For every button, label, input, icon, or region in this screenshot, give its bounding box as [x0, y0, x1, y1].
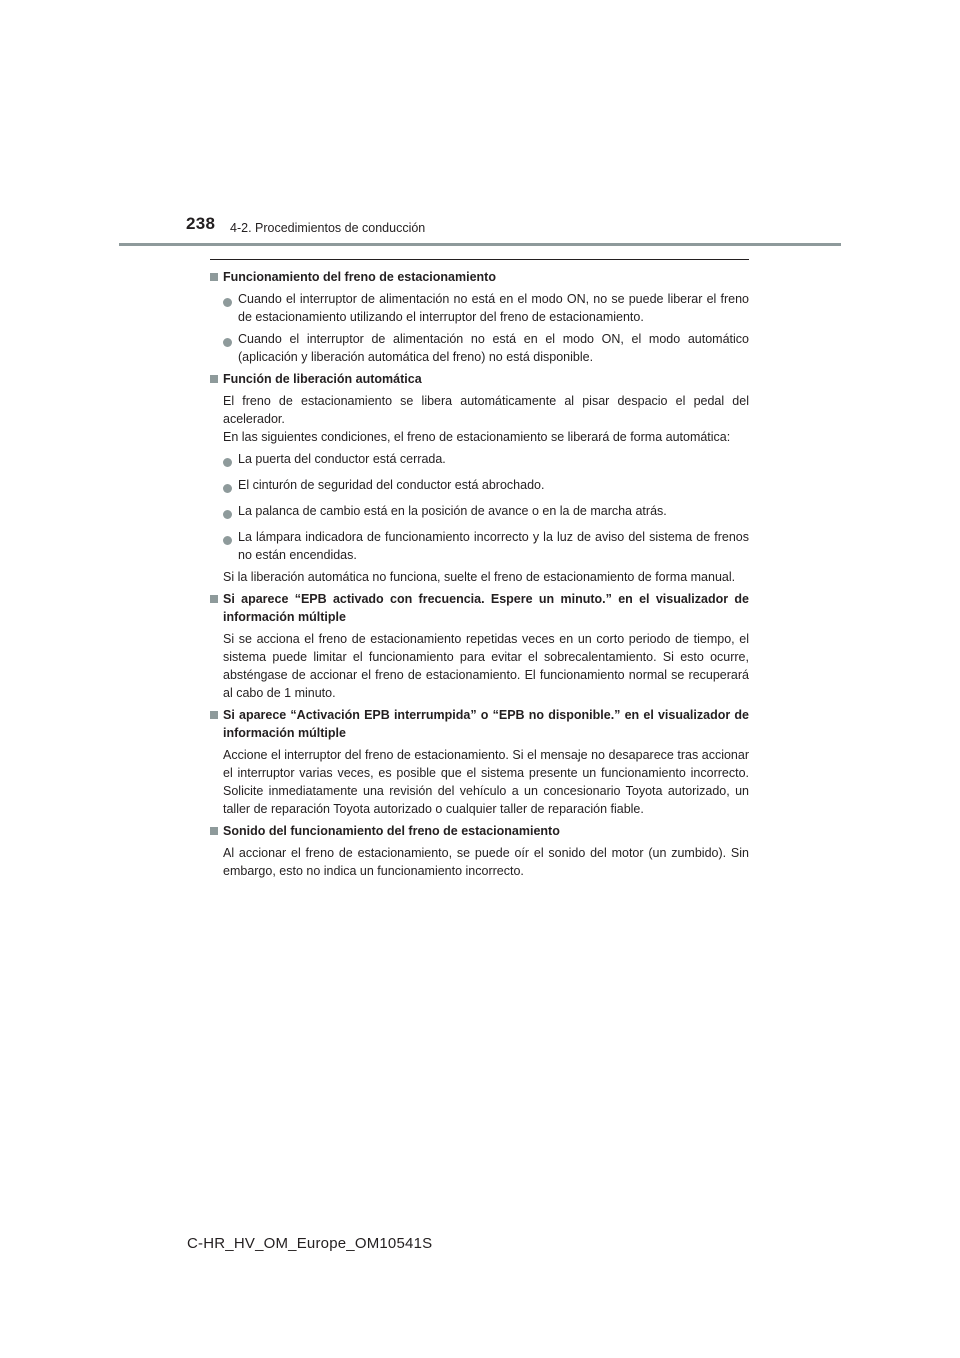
list-item-text: La lámpara indicadora de funcionamiento incorrecto y la luz de aviso del sistema de frenos no están encendidas.: [238, 530, 749, 562]
heading-text: Si aparece “EPB activado con frecuencia. Espere un minuto.” en el visualizador de información múltiple: [223, 592, 749, 624]
circle-bullet-icon: [223, 536, 232, 545]
list-item-text: Cuando el interruptor de alimentación no está en el modo ON, el modo automático (aplicación y liberación automática del freno) no está disponible.: [238, 332, 749, 364]
heading-text: Sonido del funcionamiento del freno de estacionamiento: [223, 824, 560, 838]
content-divider: [210, 259, 749, 260]
circle-bullet-icon: [223, 510, 232, 519]
section-parking-brake-operation: [210, 268, 749, 366]
list-item: [210, 450, 749, 472]
list-item-text: El cinturón de seguridad del conductor está abrochado.: [238, 478, 545, 492]
heading-text: Si aparece “Activación EPB interrumpida” o “EPB no disponible.” en el visualizador de información múltiple: [223, 708, 749, 740]
heading-text: Función de liberación automática: [223, 372, 422, 386]
header-divider: [119, 243, 841, 246]
square-bullet-icon: [210, 711, 218, 719]
paragraph: Al accionar el freno de estacionamiento, se puede oír el sonido del motor (un zumbido). Sin embargo, esto no indica un funcionamiento incorrecto.: [223, 846, 749, 878]
list-item-text: La puerta del conductor está cerrada.: [238, 452, 446, 466]
paragraph: Si la liberación automática no funciona, suelte el freno de estacionamiento de forma manual.: [223, 570, 736, 584]
paragraph: Si se acciona el freno de estacionamiento repetidas veces en un corto periodo de tiempo, el sistema puede limitar el funcionamiento para evitar el sobrecalentamiento. Si esto ocurre, absténgase de accionar el freno de estacionamiento. El funcionamiento normal se recuperará al cabo de 1 minuto.: [223, 632, 749, 700]
section-epb-interrupted: [210, 706, 749, 818]
square-bullet-icon: [210, 595, 218, 603]
list-item: [210, 528, 749, 564]
section-epb-frequent: [210, 590, 749, 702]
circle-bullet-icon: [223, 338, 232, 347]
section-auto-release: [210, 370, 749, 586]
heading-text: Funcionamiento del freno de estacionamiento: [223, 270, 496, 284]
page-number: 238: [186, 214, 216, 233]
circle-bullet-icon: [223, 484, 232, 493]
section-heading: [210, 590, 749, 626]
section-heading: [210, 370, 749, 388]
circle-bullet-icon: [223, 458, 232, 467]
document-code: C-HR_HV_OM_Europe_OM10541S: [187, 1235, 433, 1252]
square-bullet-icon: [210, 273, 218, 281]
paragraph: El freno de estacionamiento se libera automáticamente al pisar despacio el pedal del acelerador.: [223, 394, 749, 426]
list-item: [210, 290, 749, 326]
list-item: [210, 502, 749, 524]
list-item: [210, 330, 749, 366]
paragraph: En las siguientes condiciones, el freno de estacionamiento se liberará de forma automática:: [223, 430, 731, 444]
circle-bullet-icon: [223, 298, 232, 307]
list-item-text: La palanca de cambio está en la posición de avance o en la de marcha atrás.: [238, 504, 667, 518]
paragraph: Accione el interruptor del freno de estacionamiento. Si el mensaje no desaparece tras accionar el interruptor varias veces, es posible que el sistema presente un funcionamiento incorrecto. Solicite inmediatamente una revisión del vehículo a un concesionario Toyota autorizado, un taller de reparación Toyota autorizado o cualquier taller de reparación fiable.: [223, 748, 749, 816]
section-title: 4-2. Procedimientos de conducción: [230, 221, 426, 235]
content-body: [210, 268, 749, 884]
section-brake-sound: [210, 822, 749, 880]
square-bullet-icon: [210, 375, 218, 383]
section-heading: [210, 706, 749, 742]
list-item: [210, 476, 749, 498]
list-item-text: Cuando el interruptor de alimentación no está en el modo ON, no se puede liberar el freno de estacionamiento utilizando el interruptor del freno de estacionamiento.: [238, 292, 749, 324]
section-heading: [210, 822, 749, 840]
section-heading: [210, 268, 749, 286]
square-bullet-icon: [210, 827, 218, 835]
